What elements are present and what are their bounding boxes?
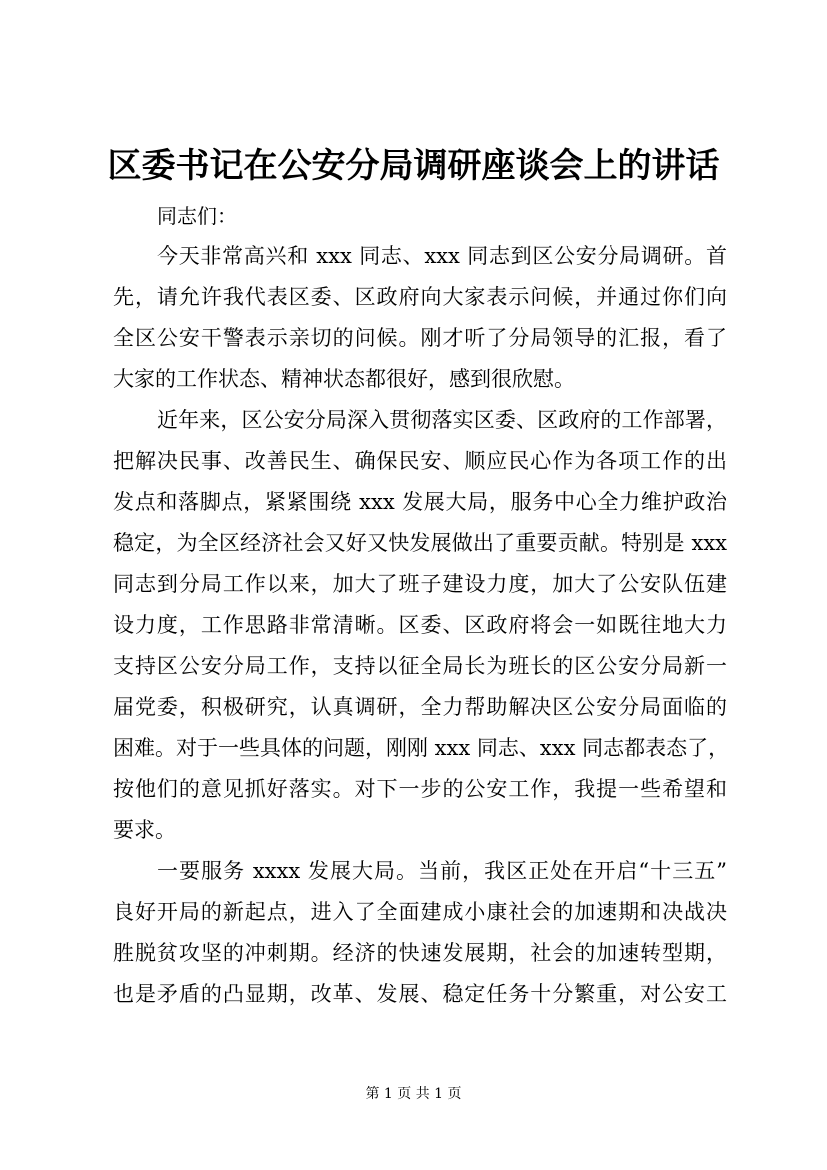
- document-title: 区委书记在公安分局调研座谈会上的讲话: [107, 146, 720, 186]
- paragraph-line: 要求。: [113, 818, 176, 842]
- paragraph-line: 全区公安干警表示亲切的问候。刚才听了分局领导的汇报，看了: [113, 326, 727, 350]
- paragraph-line: 胜脱贫攻坚的冲刺期。经济的快速发展期，社会的加速转型期，: [113, 941, 727, 965]
- paragraph-line: 先，请允许我代表区委、区政府向大家表示问候，并通过你们向: [113, 285, 727, 309]
- paragraph-1: [113, 236, 727, 400]
- paragraph-3: [113, 851, 727, 1015]
- paragraph-line: 近年来，区公安分局深入贯彻落实区委、区政府的工作部署，: [157, 408, 727, 432]
- paragraph-line: 设力度，工作思路非常清晰。区委、区政府将会一如既往地大力: [113, 613, 727, 637]
- paragraph-line: 按他们的意见抓好落实。对下一步的公安工作，我提一些希望和: [113, 777, 727, 801]
- paragraph-line: 稳定，为全区经济社会又好又快发展做出了重要贡献。特别是 xxx: [113, 531, 727, 555]
- paragraph-line: 一要服务 xxxx 发展大局。当前，我区正处在开启“十三五”: [157, 859, 727, 883]
- paragraph-line: 把解决民事、改善民生、确保民安、顺应民心作为各项工作的出: [113, 449, 727, 473]
- salutation: 同志们：: [157, 204, 237, 228]
- paragraph-line: 同志到分局工作以来，加大了班子建设力度，加大了公安队伍建: [113, 572, 727, 596]
- document-body: [113, 196, 730, 1015]
- paragraph-line: 良好开局的新起点，进入了全面建成小康社会的加速期和决战决: [113, 900, 727, 924]
- paragraph-2: [113, 400, 730, 851]
- paragraph-line: 发点和落脚点，紧紧围绕 xxx 发展大局，服务中心全力维护政治: [113, 490, 727, 514]
- paragraph-line: 今天非常高兴和 xxx 同志、xxx 同志到区公安分局调研。首: [157, 244, 727, 268]
- paragraph-line: 大家的工作状态、精神状态都很好，感到很欣慰。: [113, 367, 575, 391]
- paragraph-line: 困难。对于一些具体的问题，刚刚 xxx 同志、xxx 同志都表态了，: [113, 736, 730, 760]
- paragraph-line: 支持区公安分局工作，支持以征全局长为班长的区公安分局新一: [113, 654, 727, 678]
- paragraph-line: 届党委，积极研究，认真调研，全力帮助解决区公安分局面临的: [113, 695, 727, 719]
- page-footer: 第 1 页 共 1 页: [365, 1086, 462, 1102]
- paragraph-line: 也是矛盾的凸显期，改革、发展、稳定任务十分繁重，对公安工: [113, 982, 727, 1006]
